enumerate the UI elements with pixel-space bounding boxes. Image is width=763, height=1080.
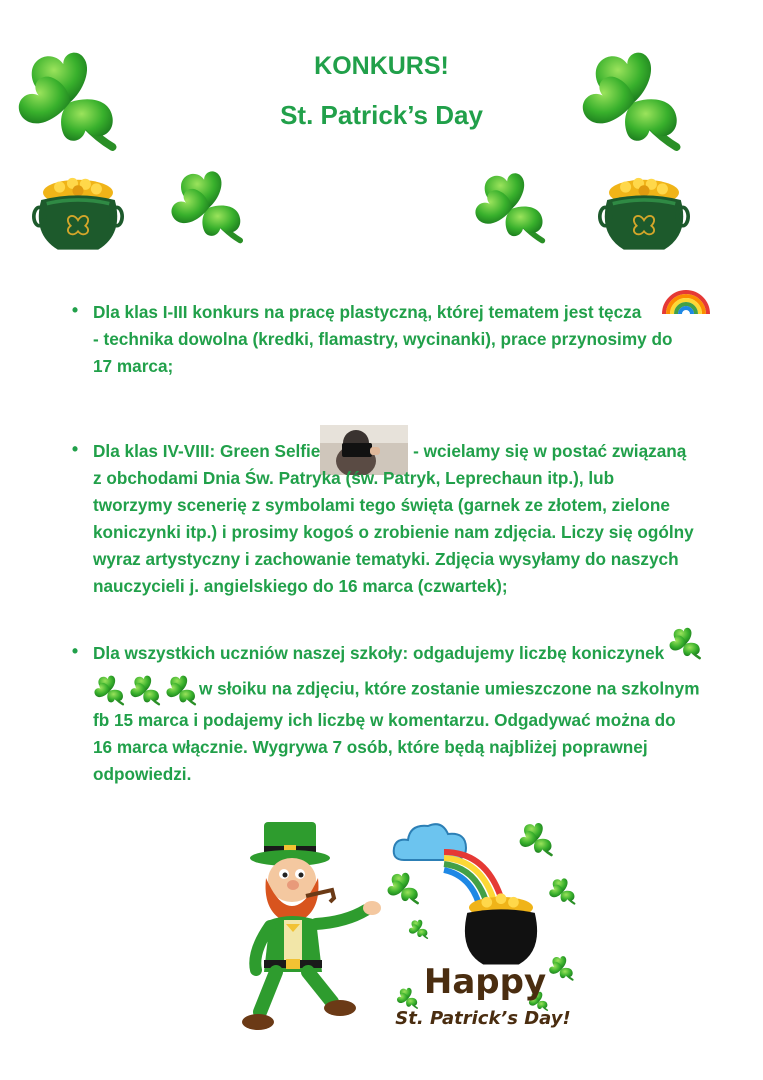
text-lead-rest: - wcielamy się w postać związaną (408, 441, 687, 461)
text-line: koniczynki itp.) i prosimy kogoś o zrobienie nam zdjęcia. Liczy się ogólny (93, 522, 694, 542)
bullet-marker: • (71, 439, 79, 459)
contest-item-2 (93, 438, 733, 600)
pot-of-gold-icon (456, 888, 546, 968)
clover-icon (163, 165, 255, 247)
pot-of-gold-icon (594, 165, 694, 257)
page-title: KONKURS! (314, 52, 449, 80)
clover-icon (165, 673, 199, 707)
text-line: Dla klas I-III konkurs na pracę plastyczną, której tematem jest tęcza (93, 302, 642, 322)
text-line: odpowiedzi. (93, 764, 192, 784)
bullet-marker: • (71, 300, 79, 320)
text-line: fb 15 marca i podajemy ich liczbę w komentarzu. Odgadywać można do (93, 710, 676, 730)
greeting-text: St. Patrick’s Day! (395, 1008, 571, 1029)
clover-icon (93, 673, 127, 707)
text-line: z obchodami Dnia Św. Patryka (św. Patryk, Leprechaun itp.), lub (93, 468, 615, 488)
clover-icon (518, 820, 556, 858)
clover-icon (408, 918, 430, 940)
clover-icon (548, 954, 576, 982)
text-line: w słoiku na zdjęciu, które zostanie umieszczone na szkolnym (199, 678, 700, 699)
pot-of-gold-icon (28, 165, 128, 257)
happy-text: Happy (423, 962, 547, 1002)
text-line: Dla wszystkich uczniów naszej szkoły: odgadujemy liczbę koniczynek (93, 643, 665, 663)
clover-icon (396, 986, 420, 1010)
bullet-marker: • (71, 641, 79, 661)
text-line: 17 marca; (93, 356, 174, 376)
text-line: wyraz artystyczny i zachowanie tematyki. Zdjęcia wysyłamy do naszych (93, 549, 679, 569)
text-line: nauczycieli j. angielskiego do 16 marca (czwartek); (93, 576, 508, 596)
text-line: tworzymy scenerię z symbolami tego święta (garnek ze złotem, zielone (93, 495, 670, 515)
contest-item-3 (93, 640, 733, 788)
clover-icon (468, 167, 556, 247)
contest-item-1 (93, 299, 733, 380)
text-line: 16 marca włącznie. Wygrywa 7 osób, które będą najbliżej poprawnej (93, 737, 648, 757)
clover-icon (548, 876, 578, 906)
text-lead: Dla klas IV-VIII: Green Selfie (93, 441, 321, 461)
page-subtitle: St. Patrick’s Day (280, 100, 483, 130)
text-line: - technika dowolna (kredki, flamastry, wycinanki), prace przynosimy do (93, 329, 673, 349)
leprechaun-illustration (236, 812, 396, 1038)
clover-icon (129, 673, 163, 707)
clover-icon (386, 870, 422, 906)
